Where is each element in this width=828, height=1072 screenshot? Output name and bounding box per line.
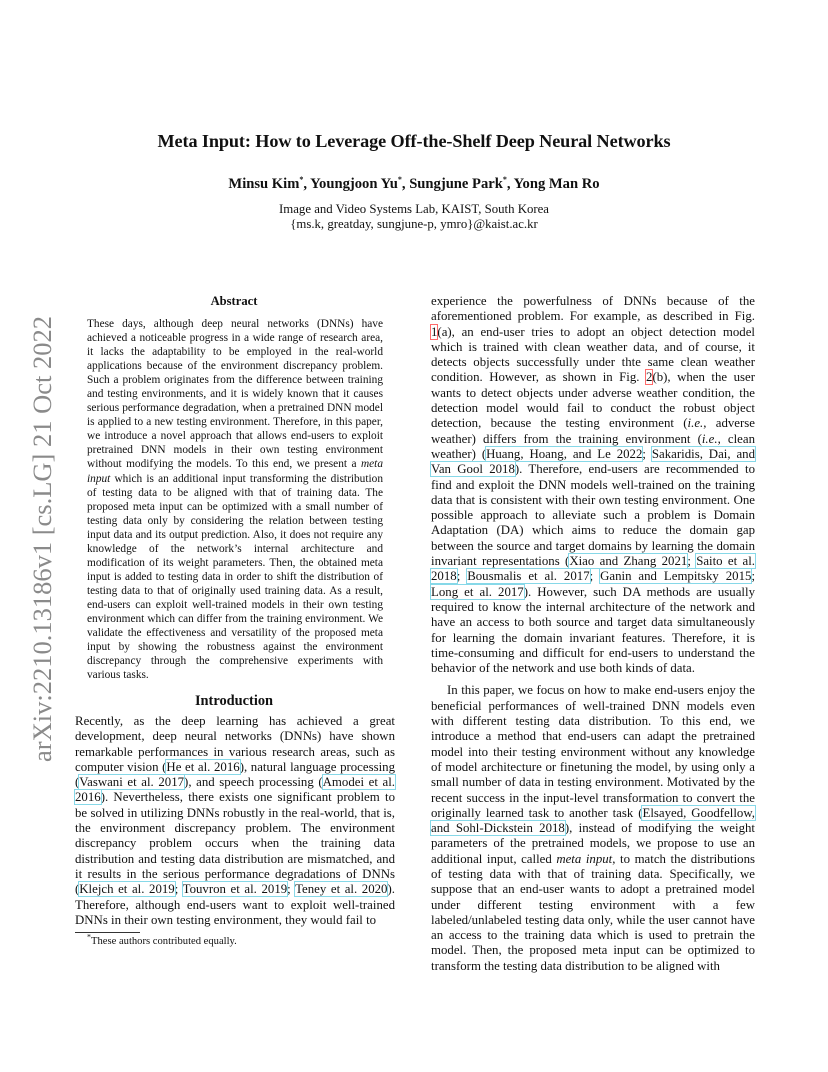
text-run: , clean weather) (	[431, 431, 756, 461]
abstract-heading: Abstract	[210, 294, 258, 308]
text-run: ;	[687, 554, 697, 569]
author-mark: *	[502, 175, 507, 185]
figure-ref-link[interactable]: 2	[646, 370, 653, 385]
introduction-paragraph	[75, 714, 395, 928]
text-run: ). Nevertheless, there exists one significant problem to be solved in utilizing DNNs robustly in the real-world, that is, the environment discrepancy problem. The environment discrepancy problem occurs when the training data distribution and testing data distribution are mismatched, and it results in the serious performance degradations of DNNs (	[75, 790, 395, 897]
emphasis: i.e.	[701, 431, 718, 446]
citation-link[interactable]: Vaswani et al. 2017	[79, 775, 185, 790]
citation-link[interactable]: Sakaridis, Dai, and Van Gool 2018	[431, 446, 756, 477]
text-run: experience the powerfulness of DNNs because of the aforementioned problem. For example, as described in Fig.	[431, 294, 755, 324]
body-paragraph	[431, 294, 755, 676]
citation-link[interactable]: Xiao and Zhang 2021	[569, 554, 688, 569]
citation-link[interactable]: Elsayed, Goodfellow, and Sohl-Dickstein 2018	[431, 805, 755, 836]
citation-link[interactable]: Teney et al. 2020	[295, 882, 388, 897]
author-mark: *	[397, 175, 402, 185]
figure-ref-link[interactable]: 1	[431, 324, 438, 339]
citation-link[interactable]: Amodei et al. 2016	[75, 775, 395, 805]
citation-link[interactable]: Long et al. 2017	[431, 584, 524, 599]
paper-title: Meta Input: How to Leverage Off-the-Shelf Deep Neural Networks	[157, 131, 671, 151]
citation-link[interactable]: Klejch et al. 2019	[79, 882, 175, 897]
abstract-text-part: These days, although deep neural networks (DNNs) have achieved a noticeable progress in a wide range of research area, it lacks the adaptability to be employed in the real-world applications because of the environment discrepancy problem. Such a problem originates from the difference between training and testing environments, and it is widely known that it causes serious performance degradation, when a pretrained DNN model is applied to a new testing environment. Therefore, in this paper, we introduce a novel approach that allows end-users to exploit pretrained DNN models in their own testing environment without modifying the models. To this end, we present a	[87, 318, 383, 471]
footnote-text: These authors contributed equally.	[91, 936, 237, 947]
text-run: ;	[456, 569, 468, 584]
citation-link[interactable]: Saito et al. 2018	[431, 554, 755, 584]
text-run: Recently, as the deep learning has achieved a great development, deep neural networks (DNNs) have shown remarkable performances in various research areas, such as computer vision (	[75, 714, 395, 774]
text-run: (b), when the user wants to detect objects under adverse weather condition, the detection model would fail to conduct the robust object detection, because the testing environment (	[431, 370, 755, 431]
footnote	[87, 932, 387, 948]
text-run: ;	[287, 882, 296, 897]
citation-link[interactable]: Touvron et al. 2019	[182, 882, 288, 897]
right-column	[431, 294, 755, 974]
emphasis: i.e.	[687, 416, 704, 431]
email-list: {ms.k, greatday, sungjune-p, ymro}@kaist.ac.kr	[290, 217, 538, 231]
text-run: , to match the distributions of testing data with that of training data. Specifically, we suppose that an end-user wants to adopt a pretrained model under different testing environment with a few labeled/unlabeled testing data only, while the user cannot have an access to the training data which is used to pretrain the model. Then, the proposed meta input can be optimized to transform the testing data distribution to be aligned with	[431, 851, 755, 973]
abstract-emphasis: meta input	[87, 458, 383, 485]
author-name: Youngjoon Yu	[310, 176, 398, 192]
text-run: , adverse weather) differs from the training environment (	[431, 416, 755, 446]
citation-link[interactable]: He et al. 2016	[166, 759, 240, 774]
footnote-divider	[75, 932, 140, 933]
text-run: ;	[589, 569, 601, 584]
text-run: (a), an end-user tries to adopt an object detection model which is trained with clean weather data, and of course, it detects objects successfully under thte same clean weather condition. However, as shown in Fig.	[431, 324, 755, 385]
introduction-heading: Introduction	[194, 693, 274, 709]
text-run: ). However, such DA methods are usually required to know the internal architecture of the network and have an access to both source and target data simultaneously for learning the domain invariant features. Therefore, it is time-consuming and difficult for end-users to understand the behavior of the network and use both kinds of data.	[431, 584, 755, 676]
affiliation: Image and Video Systems Lab, KAIST, South Korea	[279, 202, 549, 216]
citation-link[interactable]: Ganin and Lempitsky 2015	[600, 569, 752, 584]
text-run: ;	[642, 446, 652, 461]
author-name: Minsu Kim	[228, 176, 300, 192]
text-run: ;	[751, 569, 756, 584]
author-name: Sungjune Park	[409, 176, 503, 192]
abstract-text-part: which is an additional input transforming the distribution of testing data to be aligned with that of training data. The proposed meta input can be optimized with a small number of testing data only by considering the relation between testing input data and its output prediction. Also, it does not require any knowledge of the network’s internal architecture and modification of its weight parameters. Then, the obtained meta input is added to testing data in order to shift the distribution of testing data to that of originally used training data. As a result, end-users can exploit well-trained models in their own testing environment which can differ from the training environment. We validate the effectiveness and versatility of the proposed meta input by showing the robustness against the environment discrepancy through the comprehensive experiments with various tasks.	[87, 472, 383, 682]
text-run: ). Therefore, end-users are recommended to find and exploit the DNN models well-trained on the training data that is consistent with their own testing environment. One possible approach to alleviate such a problem is Domain Adaptation (DA) which aims to reduce the domain gap between the source and target domains by learning the domain invariant representations (	[431, 462, 755, 569]
abstract-text	[87, 317, 383, 682]
citation-link[interactable]: Huang, Hoang, and Le 2022	[486, 446, 643, 461]
affiliation-block	[0, 202, 828, 232]
body-paragraph	[431, 683, 755, 974]
text-run: ;	[174, 882, 183, 897]
author-mark: *	[299, 175, 304, 185]
text-run: In this paper, we focus on how to make end-users enjoy the beneficial performances of well-trained DNN models even with different testing data distribution. To this end, we introduce a method that end-users can adapt the pretrained model into their testing environment without any knowledge of model architecture or finetuning the model, by using only a small number of data in testing environment. Motivated by the recent success in the input-level transformation to convert the originally learned task to another task (	[431, 683, 755, 820]
author-list: Minsu Kim*, Youngjoon Yu*, Sungjune Park*, Yong Man Ro	[228, 175, 600, 192]
author-name: Yong Man Ro	[513, 176, 600, 192]
arxiv-identifier: arXiv:2210.13186v1 [cs.LG] 21 Oct 2022	[27, 315, 57, 762]
emphasis: meta input	[556, 851, 613, 866]
text-run: ), and speech processing (	[184, 775, 323, 790]
footnote-mark: *	[87, 932, 91, 942]
text-run: ), instead of modifying the weight parameters of the pretrained models, we propose to use an additional input, called	[431, 821, 755, 866]
text-run: ), natural language processing (	[75, 759, 395, 790]
citation-link[interactable]: Bousmalis et al. 2017	[467, 569, 590, 584]
text-run: ). Therefore, although end-users want to exploit well-trained DNNs in their own testing environment, they would fail to	[75, 882, 395, 927]
